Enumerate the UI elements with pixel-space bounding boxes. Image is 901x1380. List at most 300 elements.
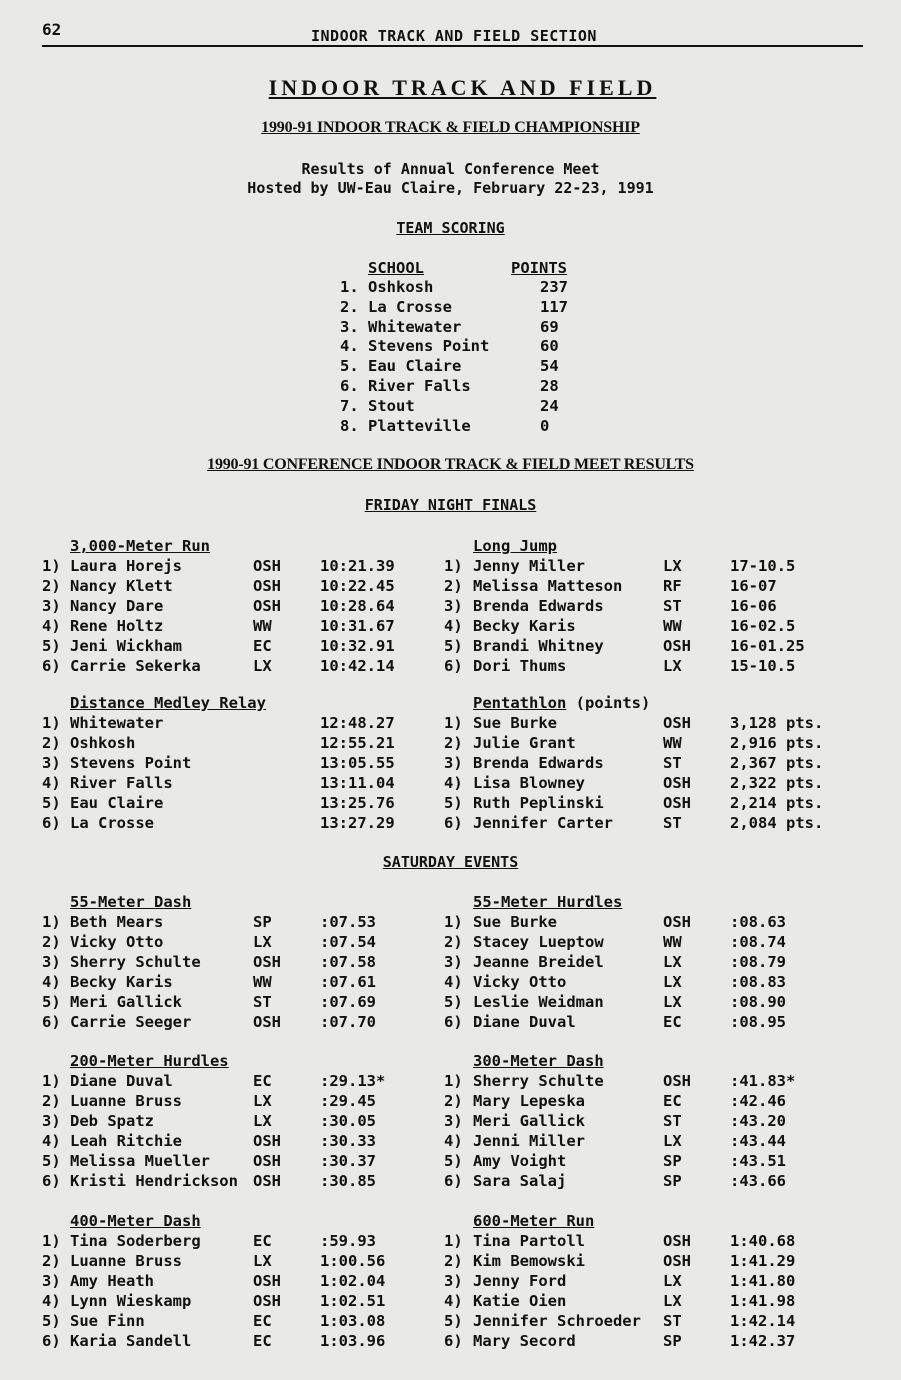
team-points: 24 bbox=[540, 396, 559, 415]
page-number: 62 bbox=[42, 20, 62, 39]
header-rule bbox=[42, 45, 863, 47]
result-name: Vicky Otto bbox=[473, 972, 567, 991]
result-row bbox=[0, 1251, 901, 1271]
result-mark: :08.79 bbox=[730, 952, 786, 971]
event-title-text: Distance Medley Relay bbox=[70, 694, 266, 712]
result-row bbox=[0, 1331, 901, 1351]
result-mark: 12:48.27 bbox=[320, 714, 395, 732]
event-title-suffix: (points) bbox=[566, 694, 651, 712]
team-score-row bbox=[0, 376, 901, 396]
result-team: EC bbox=[663, 1012, 682, 1031]
team-score-row bbox=[0, 396, 901, 416]
result-team: SP bbox=[663, 1331, 682, 1350]
result-name: Oshkosh bbox=[70, 733, 136, 752]
result-place: 4) bbox=[444, 972, 463, 991]
result-team: OSH bbox=[253, 1171, 281, 1190]
result-row bbox=[0, 616, 901, 636]
team-rank: 3. bbox=[340, 317, 359, 336]
result-team: EC bbox=[663, 1091, 682, 1110]
team-school: Oshkosh bbox=[368, 278, 434, 296]
event-title-text: 400-Meter Dash bbox=[70, 1212, 201, 1230]
result-row bbox=[0, 1012, 901, 1032]
result-team: OSH bbox=[663, 1232, 691, 1250]
result-row bbox=[0, 713, 901, 733]
result-name: Jenny Miller bbox=[473, 557, 585, 575]
result-team: LX bbox=[663, 992, 682, 1011]
result-mark: 13:27.29 bbox=[320, 813, 395, 832]
result-name: Sue Finn bbox=[70, 1311, 145, 1330]
result-mark: 12:55.21 bbox=[320, 733, 395, 752]
result-place: 2) bbox=[42, 576, 61, 595]
result-place: 4) bbox=[444, 1291, 463, 1310]
result-row bbox=[0, 952, 901, 972]
result-place: 5) bbox=[42, 636, 61, 655]
result-mark: 2,214 pts. bbox=[730, 793, 824, 812]
result-place: 5) bbox=[444, 1151, 463, 1170]
result-name: Mary Secord bbox=[473, 1331, 576, 1350]
result-team: SP bbox=[663, 1151, 682, 1170]
event-title bbox=[473, 1052, 604, 1070]
result-place: 2) bbox=[444, 733, 463, 752]
result-name: Whitewater bbox=[70, 714, 164, 732]
result-place: 5) bbox=[444, 1311, 463, 1330]
result-name: Tina Soderberg bbox=[70, 1232, 201, 1250]
result-mark: 10:42.14 bbox=[320, 656, 395, 675]
result-team: OSH bbox=[663, 913, 691, 931]
result-row bbox=[0, 556, 901, 576]
result-row bbox=[0, 1311, 901, 1331]
event-title bbox=[70, 694, 266, 712]
result-mark: 1:03.08 bbox=[320, 1311, 386, 1330]
result-name: Laura Horejs bbox=[70, 557, 182, 575]
result-team: ST bbox=[663, 813, 682, 832]
meet-subtitle-line1: Results of Annual Conference Meet bbox=[301, 160, 600, 178]
result-place: 5) bbox=[444, 992, 463, 1011]
result-place: 6) bbox=[444, 656, 463, 675]
result-mark: :08.74 bbox=[730, 932, 786, 951]
result-place: 1) bbox=[42, 557, 61, 575]
event-title-text: 200-Meter Hurdles bbox=[70, 1052, 229, 1070]
result-mark: :30.05 bbox=[320, 1111, 376, 1130]
result-name: River Falls bbox=[70, 773, 173, 792]
team-points: 69 bbox=[540, 317, 559, 336]
result-place: 3) bbox=[444, 753, 463, 772]
result-row bbox=[0, 733, 901, 753]
result-team: EC bbox=[253, 1331, 272, 1350]
result-team: LX bbox=[663, 952, 682, 971]
result-row bbox=[0, 1231, 901, 1251]
result-name: Jenny Ford bbox=[473, 1271, 567, 1290]
result-place: 1) bbox=[444, 557, 463, 575]
result-place: 3) bbox=[42, 753, 61, 772]
team-school: Stout bbox=[368, 396, 415, 415]
result-name: Sherry Schulte bbox=[473, 1072, 604, 1090]
result-name: La Crosse bbox=[70, 813, 154, 832]
result-row bbox=[0, 932, 901, 952]
result-place: 3) bbox=[42, 1111, 61, 1130]
team-score-row bbox=[0, 277, 901, 297]
result-mark: 2,322 pts. bbox=[730, 773, 824, 792]
result-place: 2) bbox=[444, 1091, 463, 1110]
result-mark: :43.20 bbox=[730, 1111, 786, 1130]
result-place: 4) bbox=[42, 616, 61, 635]
team-school: La Crosse bbox=[368, 297, 452, 316]
result-team: EC bbox=[253, 1311, 272, 1330]
result-row bbox=[0, 636, 901, 656]
event-title bbox=[70, 893, 191, 911]
result-name: Kim Bemowski bbox=[473, 1251, 585, 1270]
result-row bbox=[0, 1091, 901, 1111]
result-mark: :41.83* bbox=[730, 1072, 796, 1090]
result-name: Leah Ritchie bbox=[70, 1131, 182, 1150]
result-place: 3) bbox=[42, 596, 61, 615]
result-name: Rene Holtz bbox=[70, 616, 164, 635]
result-mark: 1:41.80 bbox=[730, 1271, 796, 1290]
result-team: WW bbox=[253, 616, 272, 635]
result-name: Sue Burke bbox=[473, 913, 557, 931]
result-name: Jeanne Breidel bbox=[473, 952, 604, 971]
result-name: Carrie Sekerka bbox=[70, 656, 201, 675]
result-name: Diane Duval bbox=[473, 1012, 576, 1031]
result-team: LX bbox=[253, 1251, 272, 1270]
team-rank: 4. bbox=[340, 337, 359, 356]
result-row bbox=[0, 793, 901, 813]
result-name: Sara Salaj bbox=[473, 1171, 567, 1190]
result-team: WW bbox=[663, 932, 682, 951]
result-name: Lisa Blowney bbox=[473, 773, 585, 792]
result-team: OSH bbox=[253, 1151, 281, 1170]
result-mark: 17-10.5 bbox=[730, 557, 796, 575]
result-team: LX bbox=[663, 1131, 682, 1150]
result-place: 5) bbox=[42, 1311, 61, 1330]
event-title-text: 55-Meter Dash bbox=[70, 893, 192, 911]
result-mark: 10:22.45 bbox=[320, 576, 395, 595]
result-place: 3) bbox=[42, 952, 61, 971]
results-heading: 1990-91 CONFERENCE INDOOR TRACK & FIELD MEET RESULTS bbox=[207, 456, 694, 473]
result-place: 5) bbox=[444, 793, 463, 812]
result-name: Lynn Wieskamp bbox=[70, 1291, 192, 1310]
result-mark: :08.95 bbox=[730, 1012, 786, 1031]
result-team: OSH bbox=[253, 557, 281, 575]
result-place: 4) bbox=[42, 972, 61, 991]
result-mark: 10:32.91 bbox=[320, 636, 395, 655]
saturday-heading: SATURDAY EVENTS bbox=[382, 853, 519, 871]
result-name: Nancy Dare bbox=[70, 596, 164, 615]
result-row bbox=[0, 1071, 901, 1091]
result-name: Melissa Matteson bbox=[473, 576, 623, 595]
result-name: Deb Spatz bbox=[70, 1111, 154, 1130]
result-mark: :29.13* bbox=[320, 1072, 386, 1090]
result-team: OSH bbox=[253, 1131, 281, 1150]
result-team: OSH bbox=[253, 1012, 281, 1031]
result-mark: 16-07 bbox=[730, 576, 777, 595]
result-row bbox=[0, 753, 901, 773]
result-place: 5) bbox=[444, 636, 463, 655]
result-mark: 16-02.5 bbox=[730, 616, 796, 635]
result-team: ST bbox=[663, 1311, 682, 1330]
result-place: 4) bbox=[42, 1291, 61, 1310]
result-place: 6) bbox=[42, 1331, 61, 1350]
result-place: 4) bbox=[444, 1131, 463, 1150]
result-place: 2) bbox=[42, 1091, 61, 1110]
result-row bbox=[0, 1151, 901, 1171]
result-place: 3) bbox=[444, 952, 463, 971]
result-mark: :30.85 bbox=[320, 1171, 376, 1190]
result-place: 1) bbox=[444, 913, 463, 931]
result-name: Ruth Peplinski bbox=[473, 793, 604, 812]
meet-subtitle-line2: Hosted by UW-Eau Claire, February 22-23, 1991 bbox=[247, 179, 654, 197]
section-header: INDOOR TRACK AND FIELD SECTION bbox=[311, 27, 597, 45]
result-team: OSH bbox=[253, 1291, 281, 1310]
result-mark: :07.61 bbox=[320, 972, 376, 991]
result-place: 1) bbox=[42, 913, 61, 931]
result-place: 3) bbox=[444, 1271, 463, 1290]
event-title-text: Long Jump bbox=[473, 537, 557, 555]
event-title-text: 600-Meter Run bbox=[473, 1212, 595, 1230]
result-mark: :43.66 bbox=[730, 1171, 786, 1190]
event-title bbox=[473, 537, 557, 555]
result-name: Kristi Hendrickson bbox=[70, 1171, 238, 1190]
result-mark: :59.93 bbox=[320, 1232, 376, 1250]
team-points: 0 bbox=[540, 416, 550, 435]
result-place: 4) bbox=[42, 773, 61, 792]
team-score-row bbox=[0, 416, 901, 436]
result-team: ST bbox=[663, 596, 682, 615]
team-school: Platteville bbox=[368, 416, 471, 435]
team-points: 117 bbox=[540, 297, 568, 316]
result-name: Leslie Weidman bbox=[473, 992, 604, 1011]
result-mark: 2,084 pts. bbox=[730, 813, 824, 832]
result-team: LX bbox=[663, 656, 682, 675]
result-team: OSH bbox=[253, 1271, 281, 1290]
result-place: 1) bbox=[444, 1072, 463, 1090]
result-row bbox=[0, 656, 901, 676]
result-place: 1) bbox=[42, 714, 61, 732]
result-team: LX bbox=[253, 932, 272, 951]
result-name: Amy Voight bbox=[473, 1151, 567, 1170]
result-name: Sherry Schulte bbox=[70, 952, 201, 971]
result-mark: :30.33 bbox=[320, 1131, 376, 1150]
team-scoring-heading: TEAM SCORING bbox=[396, 219, 505, 237]
team-score-row bbox=[0, 356, 901, 376]
result-team: WW bbox=[253, 972, 272, 991]
result-place: 2) bbox=[444, 932, 463, 951]
result-place: 5) bbox=[42, 793, 61, 812]
result-team: WW bbox=[663, 733, 682, 752]
result-mark: 16-01.25 bbox=[730, 636, 805, 655]
result-mark: 16-06 bbox=[730, 596, 777, 615]
event-title bbox=[70, 1212, 201, 1230]
result-place: 2) bbox=[42, 1251, 61, 1270]
result-place: 4) bbox=[42, 1131, 61, 1150]
result-mark: :08.83 bbox=[730, 972, 786, 991]
result-team: LX bbox=[663, 1271, 682, 1290]
result-mark: :30.37 bbox=[320, 1151, 376, 1170]
result-mark: :43.44 bbox=[730, 1131, 786, 1150]
result-mark: 1:03.96 bbox=[320, 1331, 386, 1350]
page-title: INDOOR TRACK AND FIELD bbox=[268, 75, 657, 100]
result-place: 2) bbox=[42, 932, 61, 951]
result-name: Jeni Wickham bbox=[70, 636, 182, 655]
team-points: 60 bbox=[540, 337, 559, 356]
result-team: RF bbox=[663, 576, 682, 595]
result-place: 6) bbox=[444, 1171, 463, 1190]
result-team: SP bbox=[253, 913, 272, 931]
result-name: Tina Partoll bbox=[473, 1232, 585, 1250]
result-row bbox=[0, 912, 901, 932]
result-place: 1) bbox=[42, 1232, 61, 1250]
result-team: ST bbox=[663, 1111, 682, 1130]
result-team: LX bbox=[253, 1091, 272, 1110]
result-mark: :42.46 bbox=[730, 1091, 786, 1110]
result-team: LX bbox=[663, 972, 682, 991]
result-name: Carrie Seeger bbox=[70, 1012, 192, 1031]
result-place: 2) bbox=[444, 576, 463, 595]
result-name: Karia Sandell bbox=[70, 1331, 192, 1350]
result-mark: 13:25.76 bbox=[320, 793, 395, 812]
result-name: Luanne Bruss bbox=[70, 1251, 182, 1270]
result-name: Luanne Bruss bbox=[70, 1091, 182, 1110]
result-place: 1) bbox=[444, 714, 463, 732]
result-name: Nancy Klett bbox=[70, 576, 173, 595]
result-row bbox=[0, 972, 901, 992]
event-title bbox=[473, 1212, 594, 1230]
result-row bbox=[0, 1291, 901, 1311]
result-mark: 10:31.67 bbox=[320, 616, 395, 635]
result-name: Eau Claire bbox=[70, 793, 164, 812]
team-rank: 5. bbox=[340, 357, 359, 376]
result-team: EC bbox=[253, 1232, 272, 1250]
result-team: LX bbox=[663, 1291, 682, 1310]
result-place: 3) bbox=[42, 1271, 61, 1290]
school-column-header: SCHOOL bbox=[368, 259, 424, 277]
result-name: Katie Oien bbox=[473, 1291, 567, 1310]
result-place: 2) bbox=[444, 1251, 463, 1270]
result-team: OSH bbox=[663, 636, 691, 655]
result-row bbox=[0, 1271, 901, 1291]
result-name: Brandi Whitney bbox=[473, 636, 604, 655]
result-team: LX bbox=[253, 1111, 272, 1130]
result-place: 6) bbox=[42, 656, 61, 675]
result-team: OSH bbox=[253, 952, 281, 971]
result-place: 6) bbox=[42, 1012, 61, 1031]
result-team: LX bbox=[253, 656, 272, 675]
team-rank: 1. bbox=[340, 278, 359, 296]
result-place: 4) bbox=[444, 616, 463, 635]
result-mark: :07.58 bbox=[320, 952, 376, 971]
result-place: 6) bbox=[444, 1012, 463, 1031]
result-team: OSH bbox=[253, 596, 281, 615]
event-title bbox=[473, 694, 650, 712]
event-title-text: 55-Meter Hurdles bbox=[473, 893, 623, 911]
result-mark: :43.51 bbox=[730, 1151, 786, 1170]
result-name: Stevens Point bbox=[70, 753, 192, 772]
result-place: 5) bbox=[42, 1151, 61, 1170]
result-place: 1) bbox=[42, 1072, 61, 1090]
result-mark: 1:40.68 bbox=[730, 1232, 796, 1250]
event-title-text: 300-Meter Dash bbox=[473, 1052, 604, 1070]
result-name: Sue Burke bbox=[473, 714, 557, 732]
result-place: 3) bbox=[444, 1111, 463, 1130]
result-row bbox=[0, 773, 901, 793]
event-title bbox=[70, 1052, 229, 1070]
result-mark: :07.70 bbox=[320, 1012, 376, 1031]
result-mark: :07.69 bbox=[320, 992, 376, 1011]
event-title-text: Pentathlon bbox=[473, 694, 567, 712]
result-place: 6) bbox=[444, 813, 463, 832]
result-team: OSH bbox=[663, 773, 691, 792]
result-team: SP bbox=[663, 1171, 682, 1190]
result-row bbox=[0, 992, 901, 1012]
team-points: 237 bbox=[540, 278, 568, 296]
friday-heading: FRIDAY NIGHT FINALS bbox=[364, 496, 537, 514]
result-name: Jennifer Schroeder bbox=[473, 1311, 641, 1330]
team-rank: 6. bbox=[340, 377, 359, 395]
result-name: Julie Grant bbox=[473, 733, 576, 752]
team-score-row bbox=[0, 336, 901, 356]
result-row bbox=[0, 576, 901, 596]
team-rank: 8. bbox=[340, 416, 359, 435]
result-mark: 10:21.39 bbox=[320, 557, 395, 575]
result-mark: 2,916 pts. bbox=[730, 733, 824, 752]
result-name: Beth Mears bbox=[70, 913, 164, 931]
result-mark: :29.45 bbox=[320, 1091, 376, 1110]
result-team: ST bbox=[253, 992, 272, 1011]
result-team: EC bbox=[253, 636, 272, 655]
result-team: OSH bbox=[663, 793, 691, 812]
result-row bbox=[0, 1111, 901, 1131]
result-mark: 13:11.04 bbox=[320, 773, 395, 792]
result-name: Meri Gallick bbox=[70, 992, 182, 1011]
result-mark: 1:02.04 bbox=[320, 1271, 386, 1290]
result-team: ST bbox=[663, 753, 682, 772]
result-name: Brenda Edwards bbox=[473, 596, 604, 615]
result-mark: :07.54 bbox=[320, 932, 376, 951]
team-rank: 2. bbox=[340, 297, 359, 316]
result-mark: :07.53 bbox=[320, 913, 376, 931]
team-school: Whitewater bbox=[368, 317, 462, 336]
result-mark: 1:42.14 bbox=[730, 1311, 796, 1330]
result-name: Jennifer Carter bbox=[473, 813, 613, 832]
team-school: River Falls bbox=[368, 377, 471, 395]
result-place: 1) bbox=[444, 1232, 463, 1250]
championship-heading: 1990-91 INDOOR TRACK & FIELD CHAMPIONSHIP bbox=[261, 119, 640, 136]
result-mark: :08.63 bbox=[730, 913, 786, 931]
team-rank: 7. bbox=[340, 396, 359, 415]
event-title-text: 3,000-Meter Run bbox=[70, 537, 210, 555]
team-score-row bbox=[0, 297, 901, 317]
result-team: OSH bbox=[663, 1251, 691, 1270]
result-name: Mary Lepeska bbox=[473, 1091, 585, 1110]
result-team: LX bbox=[663, 557, 682, 575]
result-team: OSH bbox=[663, 714, 691, 732]
result-place: 3) bbox=[444, 596, 463, 615]
result-name: Amy Heath bbox=[70, 1271, 154, 1290]
result-row bbox=[0, 596, 901, 616]
team-score-row bbox=[0, 317, 901, 337]
result-mark: 1:42.37 bbox=[730, 1331, 796, 1350]
team-points: 54 bbox=[540, 357, 559, 376]
result-name: Dori Thums bbox=[473, 656, 567, 675]
result-mark: 1:00.56 bbox=[320, 1251, 386, 1270]
result-name: Meri Gallick bbox=[473, 1111, 585, 1130]
result-place: 6) bbox=[42, 1171, 61, 1190]
result-row bbox=[0, 813, 901, 833]
result-name: Brenda Edwards bbox=[473, 753, 604, 772]
result-place: 6) bbox=[444, 1331, 463, 1350]
points-column-header: POINTS bbox=[511, 259, 567, 277]
team-school: Stevens Point bbox=[368, 337, 490, 356]
